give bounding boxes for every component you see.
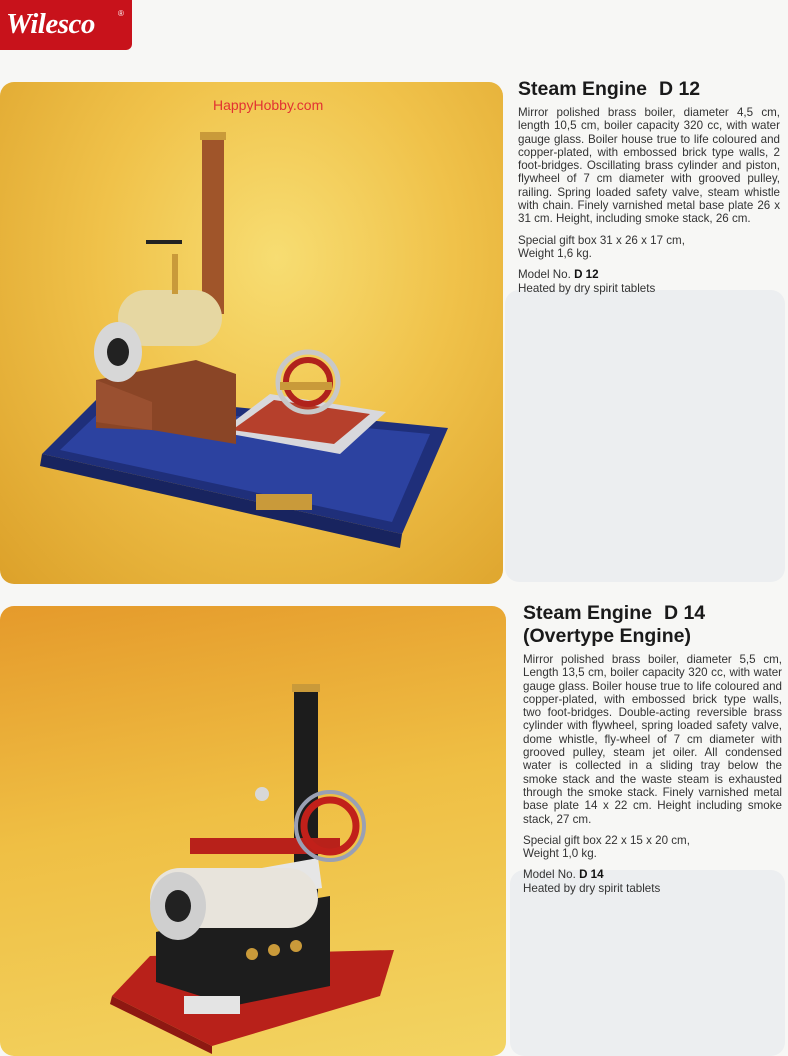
faded-background-panel	[510, 870, 785, 1056]
faded-background-panel	[505, 290, 785, 582]
gift-box-info	[523, 834, 782, 861]
gift-box-size: Special gift box 31 x 26 x 17 cm,	[518, 233, 685, 247]
gift-box-info	[518, 234, 780, 261]
title-subtitle: (Overtype Engine)	[523, 625, 691, 647]
model-label: Model No.	[518, 268, 571, 282]
logo-text: Wilesco	[6, 8, 95, 40]
heating-info: Heated by dry spirit tablets	[523, 881, 661, 895]
weight: Weight 1,0 kg.	[523, 847, 597, 861]
heating-info: Heated by dry spirit tablets	[518, 281, 656, 295]
product-section-d14	[523, 602, 782, 895]
model-info	[518, 268, 780, 295]
product-title	[523, 602, 782, 648]
title-model-code: D 12	[658, 78, 701, 100]
registered-mark: ®	[118, 9, 124, 18]
title-text: Steam Engine	[518, 78, 647, 100]
title-model-code: D 14	[663, 602, 706, 624]
model-number: D 14	[579, 868, 604, 882]
model-number: D 12	[574, 268, 599, 282]
product-title	[518, 78, 780, 101]
product-photo-d14	[0, 606, 506, 1056]
product-section-d12	[518, 78, 780, 295]
product-description: Mirror polished brass boiler, diameter 5,5 cm, Length 13,5 cm, boiler capacity 320 cc, with water gauge glass. Boiler house true to life coloured and copper-plated, with embossed brick type walls, two foot-bridges. Double-acting reversible brass cylinder with flywheel, spring loaded safety valve, dome whistle, fly-wheel of 7 cm diameter with grooved pulley, steam jet oiler. All condensed water is collected in a sliding tray below the smoke stack and the waste steam is exhausted through the smoke stack. Finely varnished metal base plate 14 x 22 cm. Height including smoke stack, 27 cm.	[523, 653, 782, 826]
gift-box-size: Special gift box 22 x 15 x 20 cm,	[523, 833, 690, 847]
model-info	[523, 868, 782, 895]
steam-engine-d14-illustration	[0, 606, 506, 1056]
steam-engine-d12-illustration	[0, 82, 503, 584]
wilesco-logo	[0, 0, 132, 50]
watermark-text: HappyHobby.com	[213, 97, 324, 113]
model-label: Model No.	[523, 868, 576, 882]
weight: Weight 1,6 kg.	[518, 246, 592, 260]
title-text: Steam Engine	[523, 602, 652, 624]
product-photo-d12	[0, 82, 503, 584]
product-description: Mirror polished brass boiler, diameter 4,5 cm, length 10,5 cm, boiler capacity 320 cc, with water gauge glass. Boiler house true to life coloured and copper-plated, with embossed brick type walls, 2 foot-bridges. Oscillating brass cylinder and piston, flywheel of 7 cm diameter with grooved pulley, railing. Spring loaded safety valve, steam whistle with chain. Finely varnished metal base plate 26 x 31 cm. Height, including smoke stack, 26 cm.	[518, 106, 780, 226]
